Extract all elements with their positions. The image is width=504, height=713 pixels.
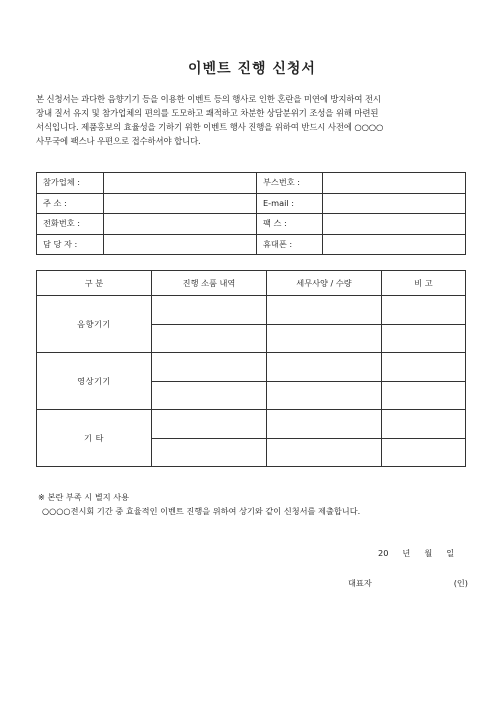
note-line: ※ 본란 부족 시 별지 사용 [38,492,130,502]
applicant-info-table [36,172,466,255]
table-cell[interactable] [267,410,382,439]
table-cell[interactable] [152,296,267,325]
month-label: 월 [424,548,433,558]
booth-label: 부스번호 : [257,173,323,194]
table-row [37,193,466,214]
table-cell[interactable] [267,324,382,353]
table-row [37,410,466,439]
table-cell[interactable] [382,353,466,382]
table-cell[interactable] [152,324,267,353]
table-cell[interactable] [152,438,267,467]
phone-field[interactable] [104,214,257,235]
table-cell[interactable] [382,324,466,353]
table-row [37,353,466,382]
page-title: 이벤트 진행 신청서 [188,61,316,77]
table-cell[interactable] [152,381,267,410]
table-cell[interactable] [152,353,267,382]
day-label: 일 [446,548,455,558]
company-field[interactable] [104,173,257,194]
fax-label: 팩 스 : [257,214,323,235]
address-label: 주 소 : [37,193,104,214]
representative-label: 대표자 [348,578,372,588]
event-items-table [36,270,466,467]
manager-field[interactable] [104,234,257,255]
seal-mark: (인) [453,578,468,588]
manager-label: 담 당 자 : [37,234,104,255]
header-items: 진행 소품 내역 [152,271,267,296]
email-field[interactable] [323,193,466,214]
intro-line: 본 신청서는 과다한 음향기기 등을 이용한 이벤트 등의 행사로 인한 혼란을 미연에 방지하여 전시 [36,94,381,104]
company-label: 참가업체 : [37,173,104,194]
table-cell[interactable] [152,410,267,439]
intro-line: 장내 질서 유지 및 참가업체의 편의를 도모하고 쾌적하고 차분한 상담분위기 조성을 위해 마련된 [36,108,379,118]
intro-line: 사무국에 팩스나 우편으로 접수하셔야 합니다. [36,136,201,146]
year-label: 년 [402,548,411,558]
note-block [38,490,360,518]
table-cell[interactable] [382,296,466,325]
category-audio: 음향기기 [37,296,152,353]
table-row [37,214,466,235]
category-video: 영상기기 [37,353,152,410]
booth-field[interactable] [323,173,466,194]
date-line [378,548,468,559]
table-cell[interactable] [382,381,466,410]
table-cell[interactable] [267,296,382,325]
header-category: 구 분 [37,271,152,296]
intro-line: 서식입니다. 제품홍보의 효율성을 기하기 위한 이벤트 행사 진행을 위하여 반드시 사전에 ○○○○ [36,122,384,132]
table-row [37,234,466,255]
table-header-row [37,271,466,296]
header-remarks: 비 고 [382,271,466,296]
signature-line [348,578,468,589]
table-cell[interactable] [382,410,466,439]
table-cell[interactable] [267,438,382,467]
table-cell[interactable] [267,353,382,382]
year-prefix: 20 [378,548,389,558]
table-cell[interactable] [267,381,382,410]
declaration-line: ○○○○전시회 기간 중 효율적인 이벤트 진행을 위하여 상기와 같이 신청서를 제출합니다. [42,506,361,516]
mobile-field[interactable] [323,234,466,255]
email-label: E-mail : [257,193,323,214]
table-cell[interactable] [382,438,466,467]
fax-field[interactable] [323,214,466,235]
intro-paragraph [36,92,468,148]
phone-label: 전화번호 : [37,214,104,235]
mobile-label: 휴대폰 : [257,234,323,255]
header-spec-qty: 세무사양 / 수량 [267,271,382,296]
table-row [37,173,466,194]
category-other: 기 타 [37,410,152,467]
address-field[interactable] [104,193,257,214]
table-row [37,296,466,325]
